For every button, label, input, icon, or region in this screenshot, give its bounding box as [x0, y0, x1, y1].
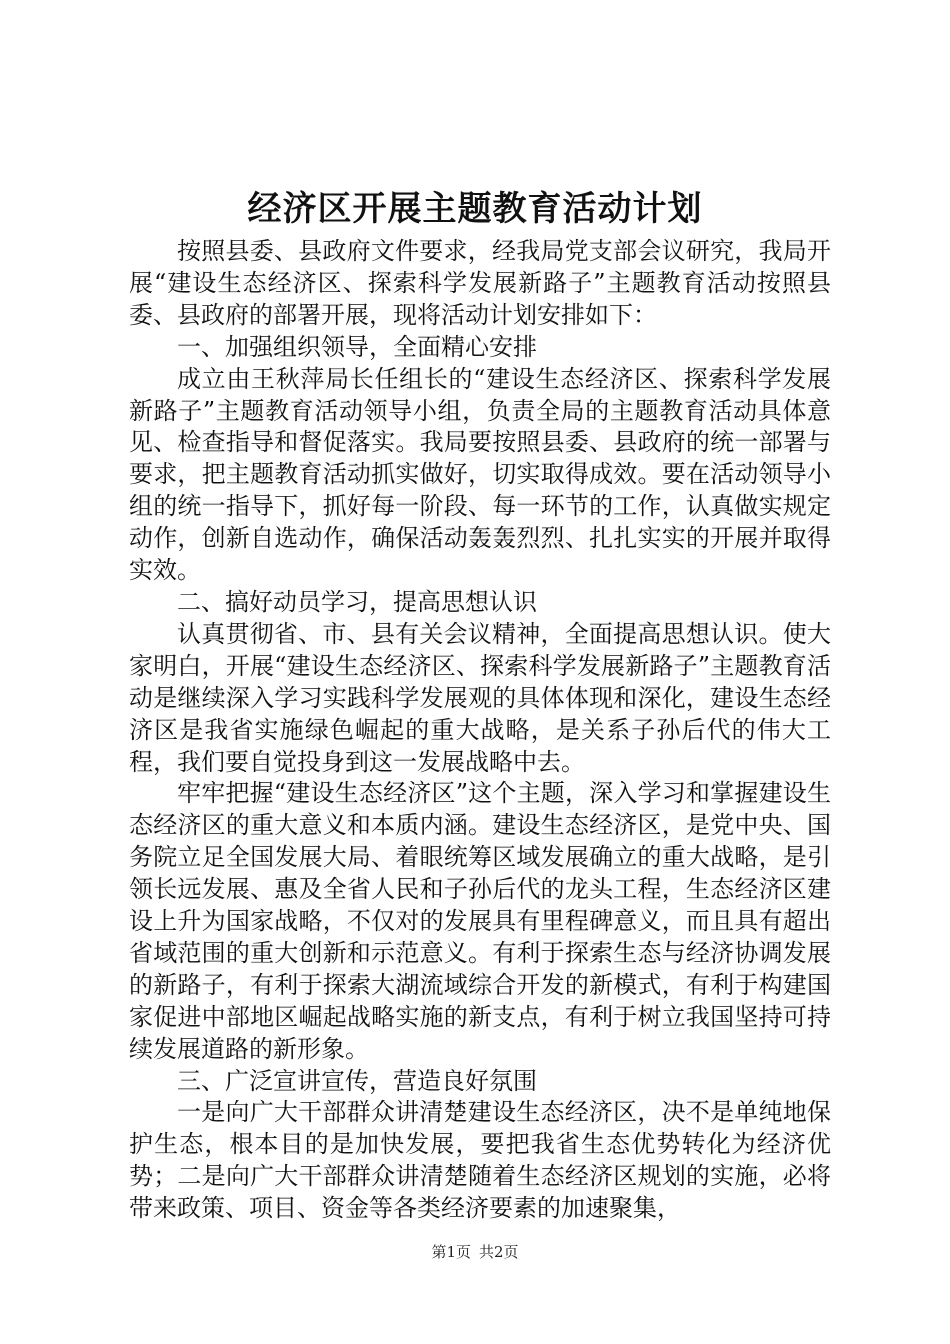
section-heading-3: 三、广泛宣讲宣传，营造良好氛围 — [177, 1066, 537, 1095]
body-paragraph: 认真贯彻省、市、县有关会议精神，全面提高思想认识。使大家明白，开展“建设生态经济区、探索科学发展新路子”主题教育活动是继续深入学习实践科学发展观的具体体现和深化，建设生态经济区是我省实施绿色崛起的重大战略，是关系子孙后代的伟大工程，我们要自觉投身到这一发展战略中去。 — [129, 619, 831, 776]
document-body — [129, 236, 831, 1225]
body-paragraph: 牢牢把握“建设生态经济区”这个主题，深入学习和掌握建设生态经济区的重大意义和本质内涵。建设生态经济区，是党中央、国务院立足全国发展大局、着眼统筹区域发展确立的重大战略，是引领长远发展、惠及全省人民和子孙后代的龙头工程，生态经济区建设上升为国家战略，不仅对的发展具有里程碑意义，而且具有超出省域范围的重大创新和示范意义。有利于探索生态与经济协调发展的新路子，有利于探索大湖流域综合开发的新模式，有利于构建国家促进中部地区崛起战略实施的新支点，有利于树立我国坚持可持续发展道路的新形象。 — [129, 779, 831, 1063]
section-heading-1: 一、加强组织领导，全面精心安排 — [177, 332, 537, 361]
page-footer — [0, 1242, 950, 1262]
page-total: 共2页 — [479, 1243, 519, 1261]
intro-paragraph: 按照县委、县政府文件要求，经我局党支部会议研究，我局开展“建设生态经济区、探索科学发展新路子”主题教育活动按照县委、县政府的部署开展，现将活动计划安排如下： — [129, 237, 831, 329]
page-number: 第1页 — [431, 1243, 471, 1261]
document-title: 经济区开展主题教育活动计划 — [247, 189, 703, 229]
body-paragraph: 一是向广大干部群众讲清楚建设生态经济区，决不是单纯地保护生态，根本目的是加快发展，要把我省生态优势转化为经济优势；二是向广大干部群众讲清楚随着生态经济区规划的实施，必将带来政策、项目、资金等各类经济要素的加速聚集， — [129, 1098, 831, 1223]
section-heading-2: 二、搞好动员学习，提高思想认识 — [177, 587, 537, 616]
body-paragraph: 成立由王秋萍局长任组长的“建设生态经济区、探索科学发展新路子”主题教育活动领导小组，负责全局的主题教育活动具体意见、检查指导和督促落实。我局要按照县委、县政府的统一部署与要求，把主题教育活动抓实做好，切实取得成效。要在活动领导小组的统一指导下，抓好每一阶段、每一环节的工作，认真做实规定动作，创新自选动作，确保活动轰轰烈烈、扎扎实实的开展并取得实效。 — [129, 364, 831, 585]
